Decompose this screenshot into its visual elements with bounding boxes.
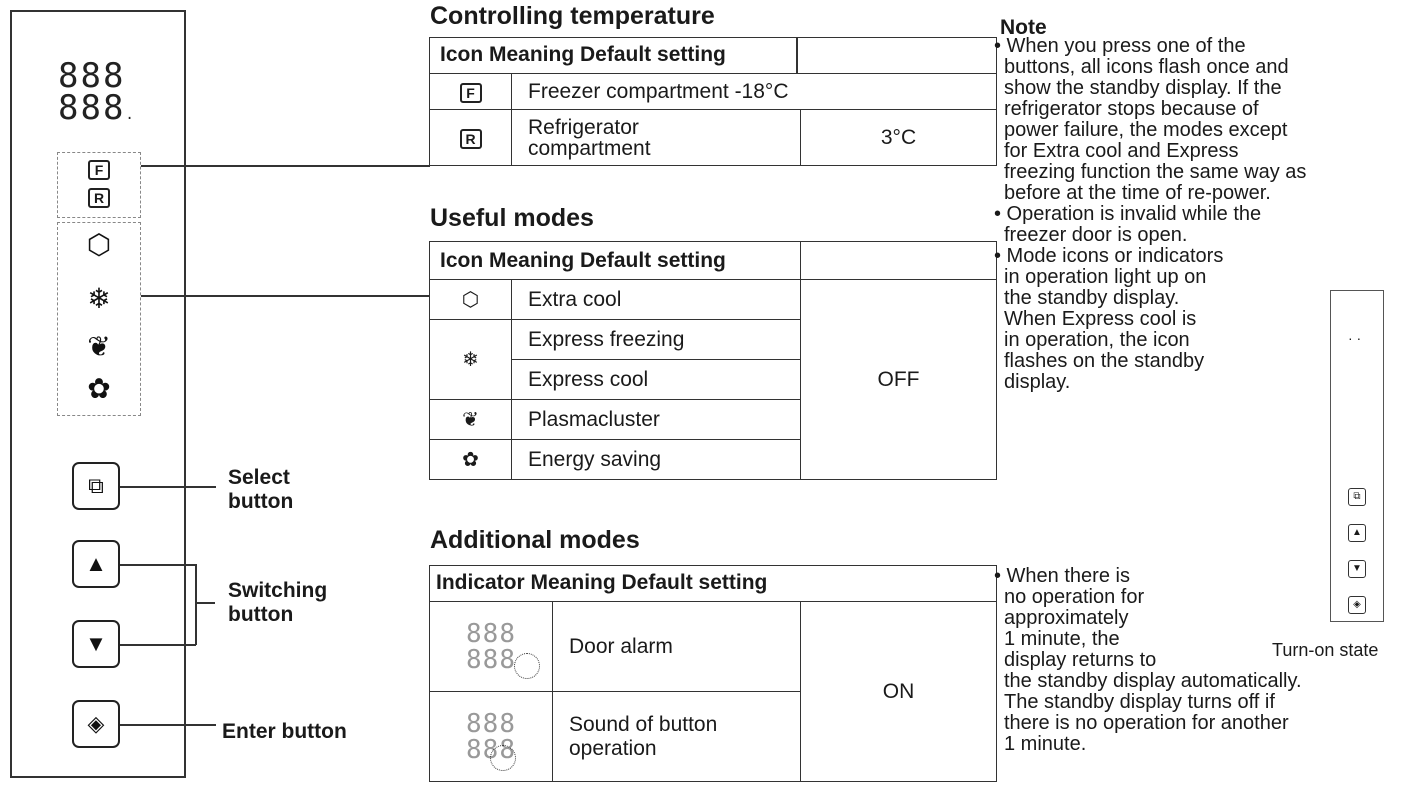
leader-line-temperature xyxy=(141,165,430,167)
table-row: 888 888 Door alarm ON xyxy=(430,602,997,692)
freezer-icon: F xyxy=(88,160,110,180)
mini-down-icon: ▼ xyxy=(1348,560,1366,578)
note-line: flashes on the standby xyxy=(1004,350,1205,372)
note-line: approximately xyxy=(1004,607,1129,629)
door-alarm-dot xyxy=(514,653,540,679)
leader-line-select xyxy=(120,486,216,488)
button-sound-indicator: 888 888 xyxy=(430,711,552,763)
note-line: display returns to xyxy=(1004,649,1157,671)
refrigerator-icon: R xyxy=(460,129,482,149)
enter-button-label: Enter button xyxy=(222,720,347,743)
express-freezing-icon: ❄ xyxy=(462,348,479,371)
additional-modes-table xyxy=(429,565,997,782)
table-row: ✿ Energy saving xyxy=(430,440,997,480)
button-sound-dot xyxy=(490,745,516,771)
useful-modes-title: Useful modes xyxy=(430,204,594,232)
mini-up-icon: ▲ xyxy=(1348,524,1366,542)
energy-saving-icon: ✿ xyxy=(462,448,479,471)
additional-modes-title: Additional modes xyxy=(430,526,640,554)
leader-line-down xyxy=(120,644,196,646)
table-row: ❄ Express freezing xyxy=(430,320,997,360)
door-alarm-indicator: 888 888 xyxy=(430,621,552,673)
enter-icon: ◈ xyxy=(87,711,105,736)
turn-on-state-caption: Turn-on state xyxy=(1272,640,1379,660)
select-icon: ⧉ xyxy=(88,473,104,498)
leader-line-switch xyxy=(195,602,215,604)
extra-cool-icon: ⬡ xyxy=(461,288,480,311)
controlling-temperature-title: Controlling temperature xyxy=(430,2,715,30)
note-line: in operation, the icon xyxy=(1004,329,1190,351)
table-row: ❦ Plasmacluster xyxy=(430,400,997,440)
header-divider xyxy=(796,37,798,73)
note-line: power failure, the modes except xyxy=(1004,119,1288,141)
note-line: refrigerator stops because of xyxy=(1004,98,1259,120)
table-header-text: Icon Meaning Default setting xyxy=(440,249,726,272)
switching-button-label: Switching button xyxy=(228,579,328,626)
arrow-down-icon: ▼ xyxy=(85,631,107,656)
table-row: 888 888 Sound of button operation xyxy=(430,692,997,782)
mini-display-dots: · · xyxy=(1348,330,1362,346)
extra-cool-icon: ⬡ xyxy=(86,229,112,260)
plasmacluster-icon: ❦ xyxy=(462,408,479,431)
note-line: freezing function the same way as xyxy=(1004,161,1307,183)
select-button-label: Select button xyxy=(228,466,294,513)
additional-modes-default: ON xyxy=(801,602,997,782)
note-line: The standby display turns off if xyxy=(1004,691,1275,713)
table-header-text: Indicator Meaning Default setting xyxy=(436,571,768,594)
enter-button[interactable] xyxy=(72,700,120,748)
note-line: freezer door is open. xyxy=(1004,224,1188,246)
note-line: display. xyxy=(1004,371,1071,393)
energy-saving-icon: ✿ xyxy=(87,373,111,404)
note-line: before at the time of re-power. xyxy=(1004,182,1271,204)
table-row: F Freezer compartment -18°C xyxy=(430,74,997,110)
note-line: • Operation is invalid while the xyxy=(994,203,1262,225)
note-line: buttons, all icons flash once and xyxy=(1004,56,1289,78)
note-line: show the standby display. If the xyxy=(1004,77,1282,99)
table-header-text: Icon Meaning Default setting xyxy=(440,43,726,66)
note-line: When Express cool is xyxy=(1004,308,1197,330)
note-line: in operation light up on xyxy=(1004,266,1207,288)
express-freezing-icon: ❄ xyxy=(87,283,111,314)
select-button[interactable] xyxy=(72,462,120,510)
refrigerator-icon: R xyxy=(88,188,110,208)
note-line: • When you press one of the xyxy=(994,35,1246,57)
note-line: for Extra cool and Express xyxy=(1004,140,1239,162)
leader-line-enter xyxy=(120,724,216,726)
note-line: the standby display automatically. xyxy=(1004,670,1302,692)
note-line: • Mode icons or indicators xyxy=(994,245,1224,267)
note-line: • When there is xyxy=(994,565,1130,587)
useful-modes-table xyxy=(429,241,997,480)
note-heading: Note xyxy=(1000,16,1047,39)
note-line: 1 minute. xyxy=(1004,733,1087,755)
table-row: Express cool xyxy=(430,360,997,400)
leader-line-modes xyxy=(141,295,430,297)
leader-line-up xyxy=(120,564,196,566)
table-row: ⬡ Extra cool OFF xyxy=(430,280,997,320)
note-line: there is no operation for another xyxy=(1004,712,1289,734)
note-line: 1 minute, the xyxy=(1004,628,1120,650)
leader-line-switch-vertical xyxy=(195,564,197,645)
mini-select-icon: ⧉ xyxy=(1348,488,1366,506)
mini-enter-icon: ◈ xyxy=(1348,596,1366,614)
useful-modes-default: OFF xyxy=(801,280,997,480)
plasmacluster-icon: ❦ xyxy=(87,331,111,362)
arrow-up-icon: ▲ xyxy=(85,551,107,576)
table-row: R Refrigerator compartment 3°C xyxy=(430,110,997,166)
down-button[interactable] xyxy=(72,620,120,668)
seven-segment-display: 888 888. xyxy=(58,56,136,128)
freezer-icon: F xyxy=(460,83,482,103)
up-button[interactable] xyxy=(72,540,120,588)
note-line: no operation for xyxy=(1004,586,1145,608)
note-line: the standby display. xyxy=(1004,287,1180,309)
